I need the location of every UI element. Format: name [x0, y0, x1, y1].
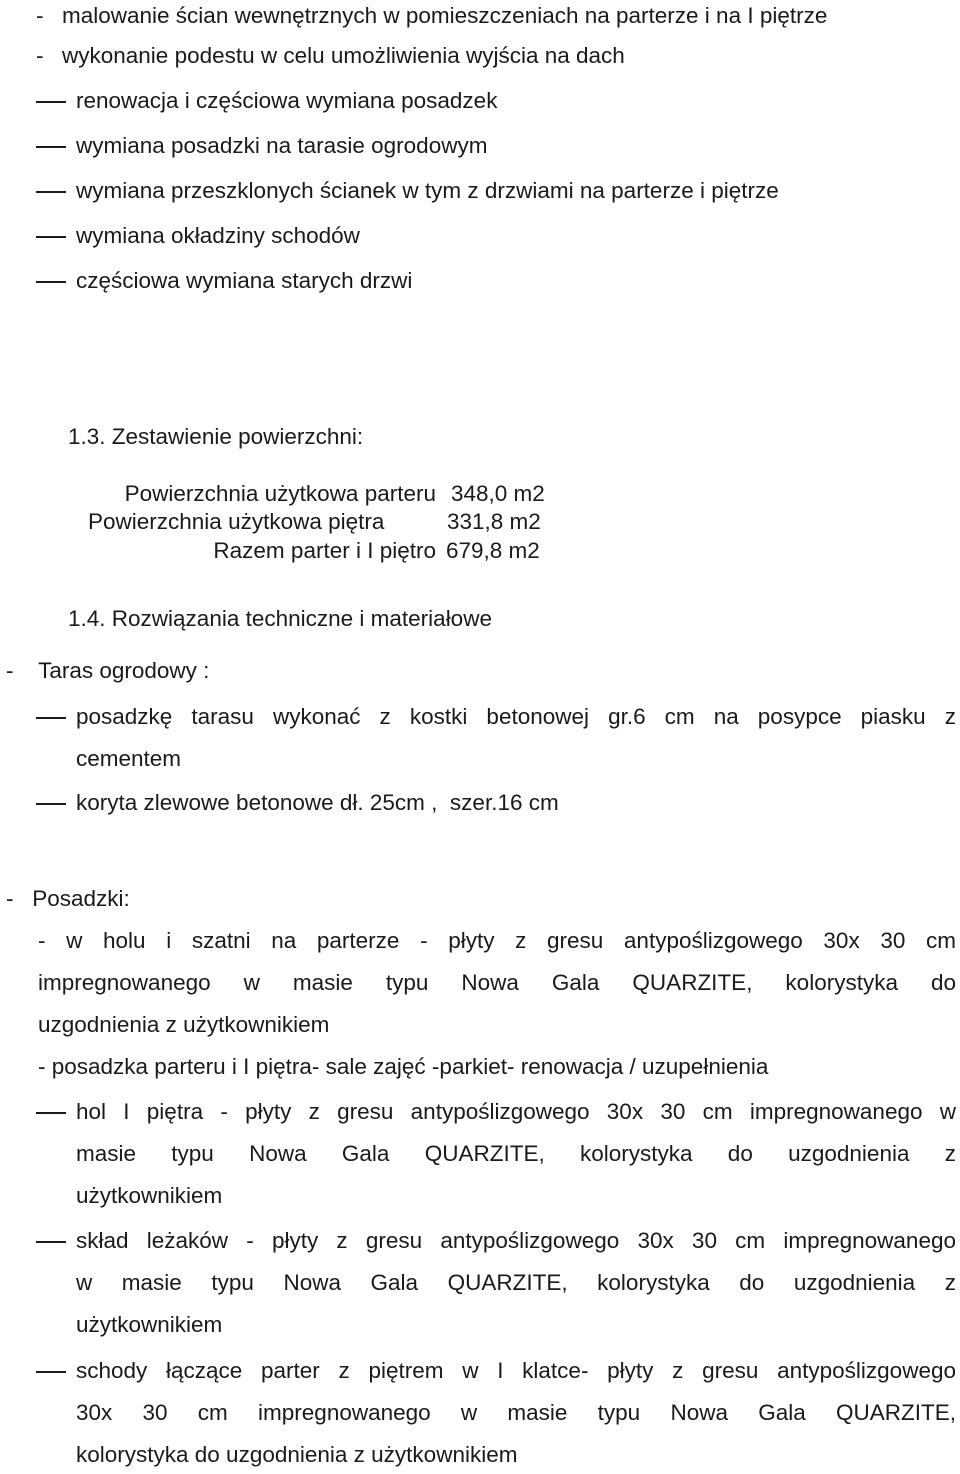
subsection-label: - Posadzki: [6, 886, 130, 911]
paragraph-line: posadzkę tarasu wykonać z kostki betonowej gr.6 cm na posypce piasku z [76, 704, 956, 729]
list-item: wymiana okładziny schodów [76, 223, 360, 248]
dash-marker [36, 1371, 66, 1373]
dash-marker [36, 101, 66, 103]
dash-marker [36, 236, 66, 238]
dash-marker [36, 803, 66, 805]
paragraph-line: - posadzka parteru i I piętra- sale zajęć -parkiet- renowacja / uzupełnienia [38, 1054, 769, 1079]
paragraph-line: 30x 30 cm impregnowanego w masie typu Nowa Gala QUARZITE, [76, 1400, 956, 1425]
list-item: wymiana przeszklonych ścianek w tym z drzwiami na parterze i piętrze [76, 178, 779, 203]
paragraph-line: uzgodnienia z użytkownikiem [38, 1012, 330, 1037]
dash-marker [36, 1112, 66, 1114]
table-cell-value: 679,8 m2 [446, 538, 540, 563]
paragraph-line: użytkownikiem [76, 1183, 223, 1208]
list-marker: - [36, 43, 44, 68]
paragraph-line: skład leżaków - płyty z gresu antypoślizgowego 30x 30 cm impregnowanego [76, 1228, 956, 1253]
section-heading: 1.3. Zestawienie powierzchni: [68, 424, 364, 449]
paragraph-line: użytkownikiem [76, 1312, 223, 1337]
list-item: malowanie ścian wewnętrznych w pomieszczeniach na parterze i na I piętrze [62, 3, 828, 28]
paragraph-line: w masie typu Nowa Gala QUARZITE, kolorystyka do uzgodnienia z [76, 1270, 956, 1295]
list-item: częściowa wymiana starych drzwi [76, 268, 413, 293]
paragraph-line: impregnowanego w masie typu Nowa Gala QUARZITE, kolorystyka do [38, 970, 956, 995]
paragraph-line: schody łączące parter z piętrem w I klatce- płyty z gresu antypoślizgowego [76, 1358, 956, 1383]
table-cell-value: 348,0 m2 [451, 481, 545, 506]
paragraph-line: koryta zlewowe betonowe dł. 25cm , szer.16 cm [76, 790, 559, 815]
list-marker: - [36, 3, 44, 28]
paragraph-line: hol I piętra - płyty z gresu antypoślizgowego 30x 30 cm impregnowanego w [76, 1099, 956, 1124]
dash-marker [36, 281, 66, 283]
paragraph-line: kolorystyka do uzgodnienia z użytkownikiem [76, 1442, 518, 1467]
paragraph-line: masie typu Nowa Gala QUARZITE, kolorystyka do uzgodnienia z [76, 1141, 956, 1166]
table-cell-label: Powierzchnia użytkowa piętra [88, 509, 385, 534]
subsection-label: - Taras ogrodowy : [6, 658, 210, 683]
list-item: wykonanie podestu w celu umożliwienia wyjścia na dach [62, 43, 625, 68]
dash-marker [36, 146, 66, 148]
dash-marker [36, 717, 66, 719]
table-cell-label: Razem parter i I piętro [213, 538, 436, 563]
list-item: wymiana posadzki na tarasie ogrodowym [76, 133, 488, 158]
table-cell-value: 331,8 m2 [447, 509, 541, 534]
paragraph-line: cementem [76, 746, 182, 771]
dash-marker [36, 1241, 66, 1243]
paragraph-line: - w holu i szatni na parterze - płyty z gresu antypoślizgowego 30x 30 cm [38, 928, 956, 953]
dash-marker [36, 191, 66, 193]
list-item: renowacja i częściowa wymiana posadzek [76, 88, 498, 113]
section-heading: 1.4. Rozwiązania techniczne i materiałowe [68, 606, 492, 631]
table-cell-label: Powierzchnia użytkowa parteru [124, 481, 436, 506]
